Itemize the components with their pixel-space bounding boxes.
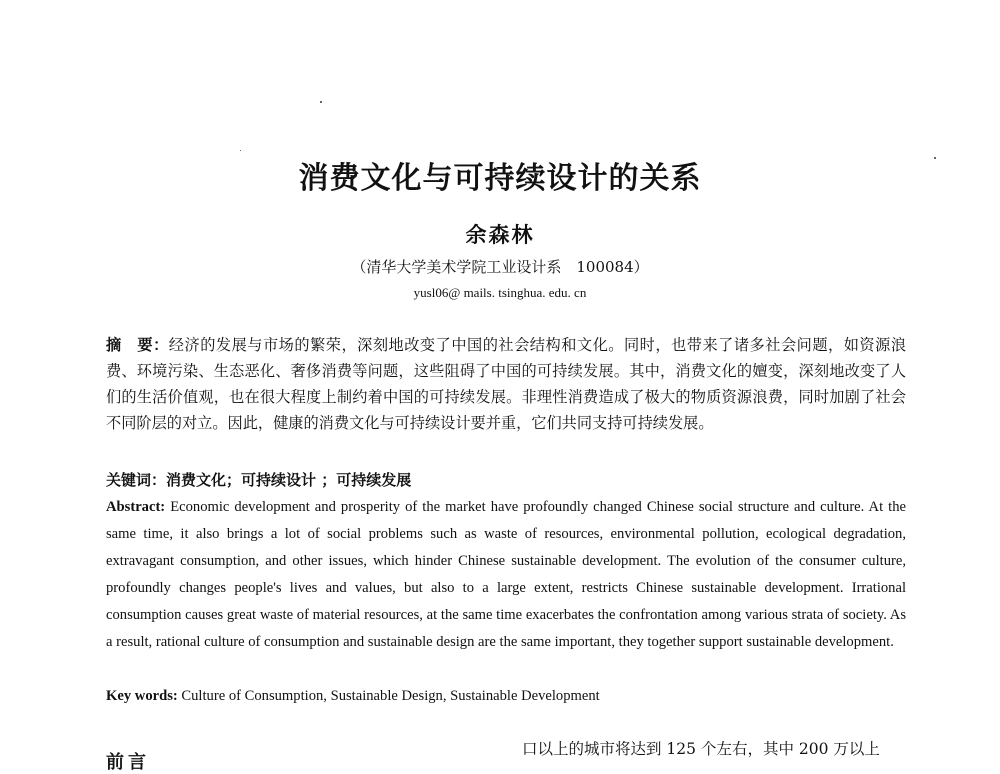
keywords-cn: 关键词：消费文化；可持续设计 ；可持续发展: [106, 471, 412, 489]
abstract-en-label: Abstract:: [106, 499, 166, 515]
abstract-cn-text: 经济的发展与市场的繁荣，深刻地改变了中国的社会结构和文化。同时，也带来了诸多社会问题，如资源浪费、环境污染、生态恶化、奢侈消费等问题，这些阻碍了中国的可持续发展。其中，消费文化的嬗变，深刻地改变了人们的生活价值观，也在很大程度上制约着中国的可持续发展。非理性消费造成了极大的物质资源浪费，同时加剧了社会不同阶层的对立。因此，健康的消费文化与可持续设计要并重，它们共同支持可持续发展。: [106, 336, 907, 432]
keywords-en-label: Key words:: [106, 688, 178, 704]
abstract-en: [106, 494, 906, 657]
abstract-en-text: Economic development and prosperity of the market have profoundly changed Chinese social structure and culture. At the same time, it also brings a lot of social problems such as waste of resources, environmental pollution, ecological degradation, extravagant consumption, and other issues, which hinder Chinese sustainable development. The evolution of the consumer culture, profoundly changes people's lives and values, but also to a large extent, restricts Chinese sustainable development. Irrational consumption causes great waste of material resources, at the same time exacerbates the confrontation among various strata of society. As a result, rational culture of consumption and sustainable design are the same important, they together support sustainable development.: [106, 499, 906, 651]
scan-speck: [240, 150, 241, 151]
affiliation: （清华大学美术学院工业设计系 100084）: [351, 258, 649, 276]
author-name: 余森林: [465, 222, 535, 247]
keywords-en: [106, 683, 906, 709]
intro-heading: 前言: [106, 752, 150, 773]
author-email: yusl06@ mails. tsinghua. edu. cn: [413, 285, 587, 300]
scan-speck: [320, 101, 322, 103]
body-text-fragment: 口以上的城市将达到 125 个左右，其中 200 万以上: [522, 740, 880, 758]
abstract-cn-label: 摘 要：: [106, 336, 169, 354]
paper-title: 消费文化与可持续设计的关系: [298, 161, 702, 196]
keywords-en-text: Culture of Consumption, Sustainable Design, Sustainable Development: [177, 688, 600, 704]
abstract-cn: [106, 332, 906, 436]
